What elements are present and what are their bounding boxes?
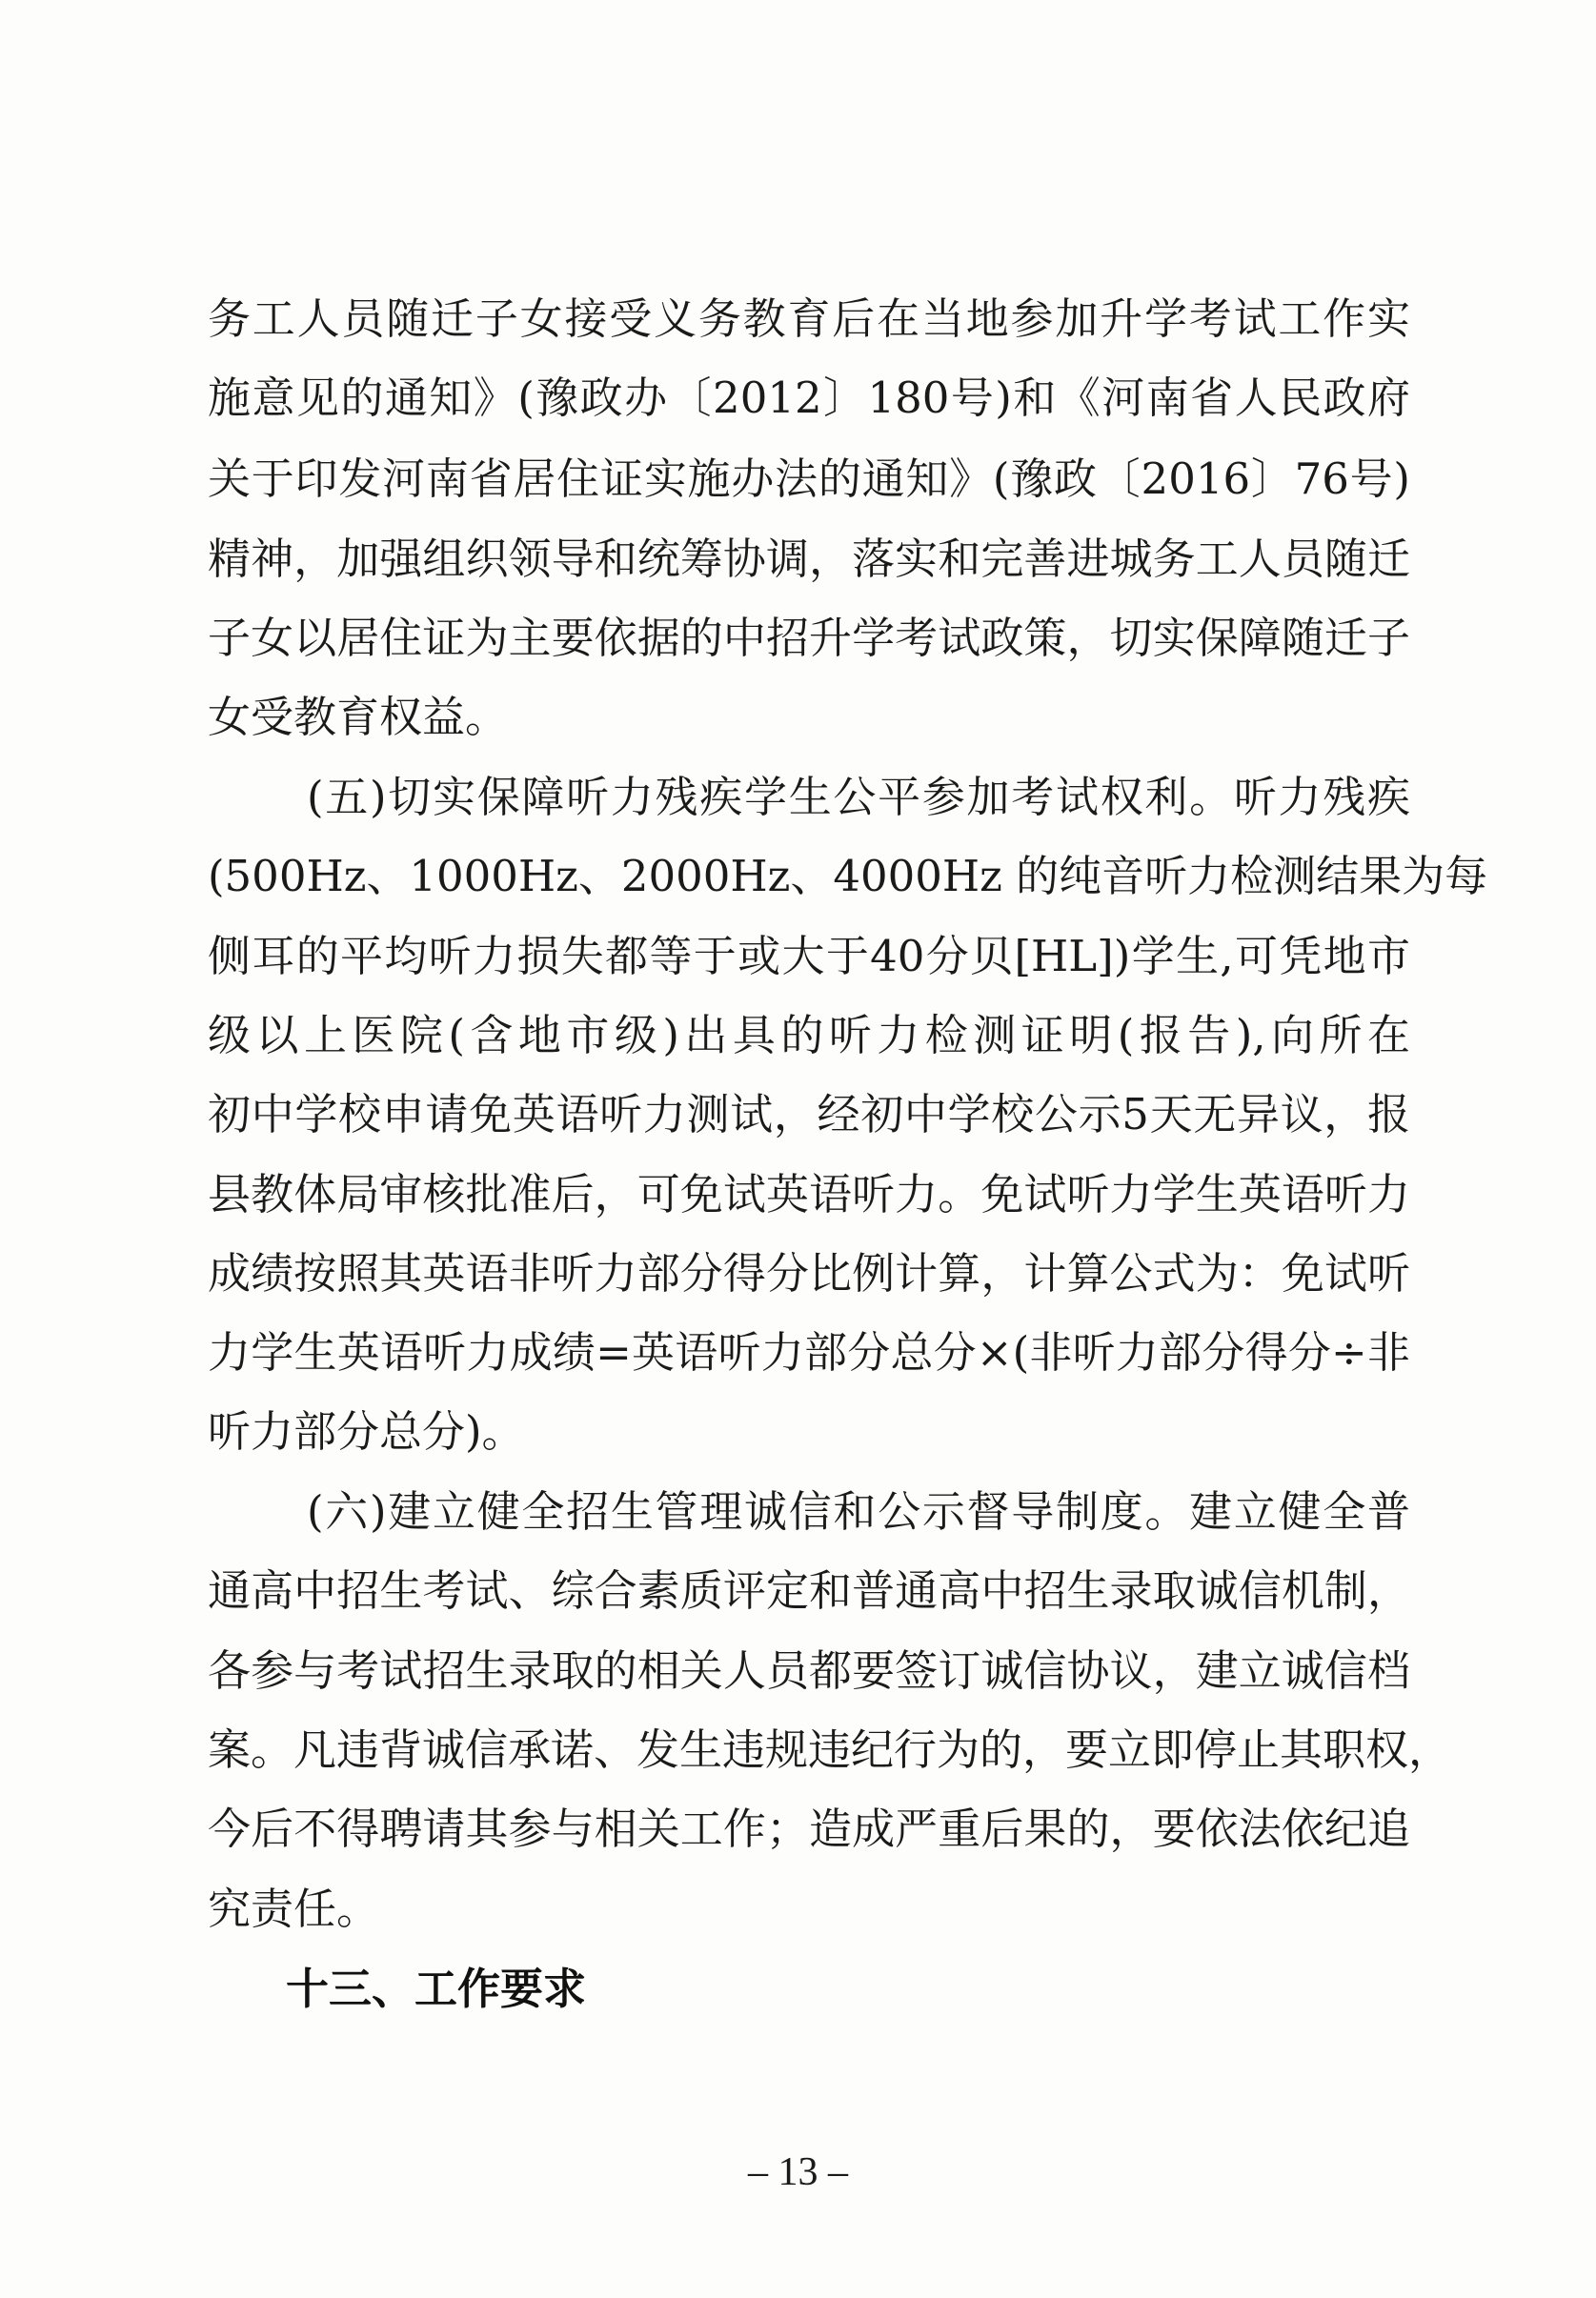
body-line: 究责任。	[208, 1884, 380, 1934]
body-line: (500Hz、1000Hz、2000Hz、4000Hz 的纯音听力检测结果为每	[208, 851, 1488, 901]
body-line: 施意见的通知》(豫政办〔2012〕180号)和《河南省人民政府	[208, 373, 1410, 423]
body-line: 今后不得聘请其参与相关工作；造成严重后果的，要依法依纪追	[208, 1804, 1410, 1854]
body-line: 级以上医院(含地市级)出具的听力检测证明(报告),向所在	[208, 1010, 1410, 1060]
body-line: 县教体局审核批准后，可免试英语听力。免试听力学生英语听力	[208, 1169, 1410, 1220]
body-line: 子女以居住证为主要依据的中招升学考试政策，切实保障随迁子	[208, 613, 1410, 663]
body-line: 通高中招生考试、综合素质评定和普通高中招生录取诚信机制，	[208, 1565, 1410, 1616]
body-line: 关于印发河南省居住证实施办法的通知》(豫政〔2016〕76号)	[208, 454, 1410, 504]
body-line: 力学生英语听力成绩=英语听力部分总分×(非听力部分得分÷非	[208, 1327, 1410, 1378]
body-line: 侧耳的平均听力损失都等于或大于40分贝[HL])学生,可凭地市	[208, 931, 1410, 981]
body-line: 初中学校申请免英语听力测试，经初中学校公示5天无异议，报	[208, 1089, 1410, 1139]
section-six-title-line: (六)建立健全招生管理诚信和公示督导制度。建立健全普	[307, 1486, 1410, 1537]
section-heading: 十三、工作要求	[286, 1964, 587, 2014]
body-line: 女受教育权益。	[208, 692, 509, 742]
body-line: 成绩按照其英语非听力部分得分比例计算，计算公式为：免试听	[208, 1248, 1410, 1299]
body-line: 各参与考试招生录取的相关人员都要签订诚信协议，建立诚信档	[208, 1645, 1410, 1696]
page-number: – 13 –	[748, 2150, 848, 2194]
section-five-title-line: (五)切实保障听力残疾学生公平参加考试权利。听力残疾	[307, 772, 1410, 822]
body-line: 务工人员随迁子女接受义务教育后在当地参加升学考试工作实	[208, 293, 1410, 344]
body-line: 案。凡违背诚信承诺、发生违规违纪行为的，要立即停止其职权，	[208, 1724, 1452, 1775]
body-line: 听力部分总分)。	[208, 1406, 525, 1457]
body-line: 精神，加强组织领导和统筹协调，落实和完善进城务工人员随迁	[208, 534, 1410, 584]
